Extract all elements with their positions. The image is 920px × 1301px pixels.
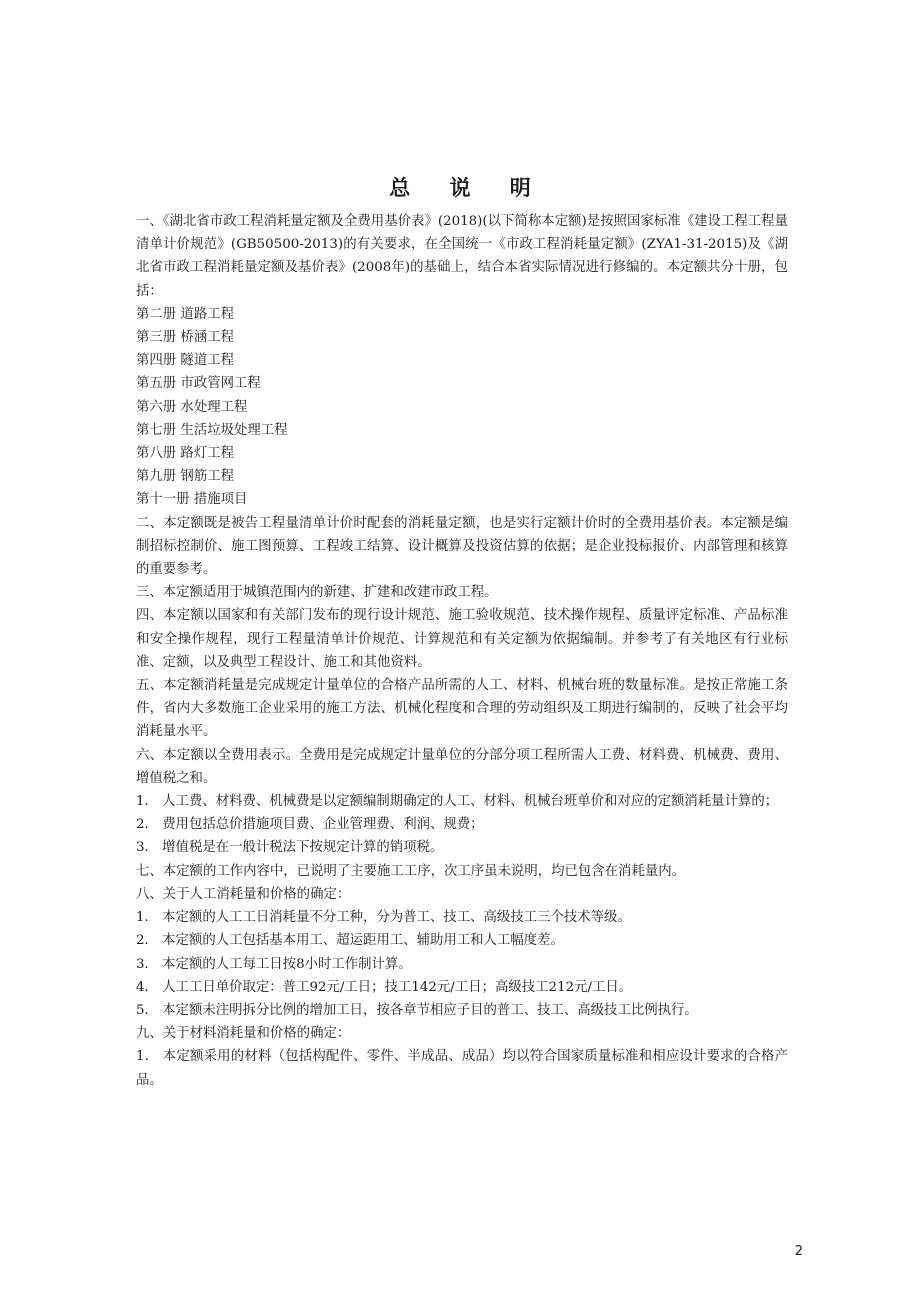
paragraph-section-2: 二、本定额既是被告工程量清单计价时配套的消耗量定额，也是实行定额计价时的全费用基价表。本定额是编制招标控制价、施工图预算、工程竣工结算、设计概算及投资估算的依据；是企业投标报价、内部管理和核算的重要参考。	[136, 515, 788, 578]
page-title: 总 说 明	[389, 175, 547, 200]
volume-item: 第十一册 措施项目	[136, 492, 248, 508]
list-item: 4． 人工工日单价取定：普工92元/工日；技工142元/工日；高级技工212元/工日。	[136, 979, 633, 995]
paragraph-section-4: 四、本定额以国家和有关部门发布的现行设计规范、施工验收规范、技术操作规程、质量评定标准、产品标准和安全操作规程，现行工程量清单计价规范、计算规范和有关定额为依据编制。并参考了有关地区有行业标准、定额，以及典型工程设计、施工和其他资料。	[136, 608, 788, 670]
volume-item: 第四册 隧道工程	[136, 353, 234, 369]
list-item: 1． 本定额采用的材料（包括构配件、零件、半成品、成品）均以符合国家质量标准和相应设计要求的合格产品。	[136, 1049, 788, 1088]
document-body	[136, 210, 788, 1092]
volume-item: 第九册 钢筋工程	[136, 469, 234, 485]
paragraph-section-5: 五、本定额消耗量是完成规定计量单位的合格产品所需的人工、材料、机械台班的数量标准。是按正常施工条件，省内大多数施工企业采用的施工方法、机械化程度和合理的劳动组织及工期进行编制的，反映了社会平均消耗量水平。	[136, 678, 788, 740]
volume-item: 第三册 桥涵工程	[136, 330, 234, 346]
page-number: 2	[794, 1244, 803, 1259]
paragraph-intro: 一、《湖北省市政工程消耗量定额及全费用基价表》(2018)(以下简称本定额)是按照国家标准《建设工程工程量清单计价规范》(GB50500-2013)的有关要求，在全国统一《市政工程消耗量定额》(ZYA1-31-2015)及《湖北省市政工程消耗量定额及基价表》(2008年)的基础上，结合本省实际情况进行修编的。本定额共分十册，包括：	[136, 214, 788, 299]
list-item: 3． 本定额的人工每工日按8小时工作制计算。	[136, 956, 412, 972]
paragraph-section-7: 七、本定额的工作内容中，已说明了主要施工工序，次工序虽未说明，均已包含在消耗量内。	[136, 863, 686, 879]
paragraph-section-9: 九、关于材料消耗量和价格的确定：	[136, 1026, 351, 1042]
volume-item: 第六册 水处理工程	[136, 399, 248, 415]
list-item: 3． 增值税是在一般计税法下按规定计算的销项税。	[136, 840, 444, 856]
volume-item: 第八册 路灯工程	[136, 446, 234, 462]
paragraph-section-6: 六、本定额以全费用表示。全费用是完成规定计量单位的分部分项工程所需人工费、材料费、机械费、费用、增值税之和。	[136, 747, 788, 786]
list-item: 1． 人工费、材料费、机械费是以定额编制期确定的人工、材料、机械台班单价和对应的定额消耗量计算的；	[136, 794, 779, 810]
paragraph-section-8: 八、关于人工消耗量和价格的确定：	[136, 886, 351, 902]
list-item: 1． 本定额的人工工日消耗量不分工种，分为普工、技工、高级技工三个技术等级。	[136, 910, 631, 926]
paragraph-section-3: 三、本定额适用于城镇范围内的新建、扩建和改建市政工程。	[136, 585, 498, 601]
volume-item: 第二册 道路工程	[136, 306, 234, 322]
list-item: 5． 本定额未注明拆分比例的增加工日，按各章节相应子目的普工、技工、高级技工比例执行。	[136, 1002, 698, 1018]
list-item: 2． 本定额的人工包括基本用工、超运距用工、辅助用工和人工幅度差。	[136, 933, 564, 949]
volume-item: 第七册 生活垃圾处理工程	[136, 422, 288, 438]
volume-item: 第五册 市政管网工程	[136, 376, 261, 392]
list-item: 2． 费用包括总价措施项目费、企业管理费、利润、规费；	[136, 817, 484, 833]
